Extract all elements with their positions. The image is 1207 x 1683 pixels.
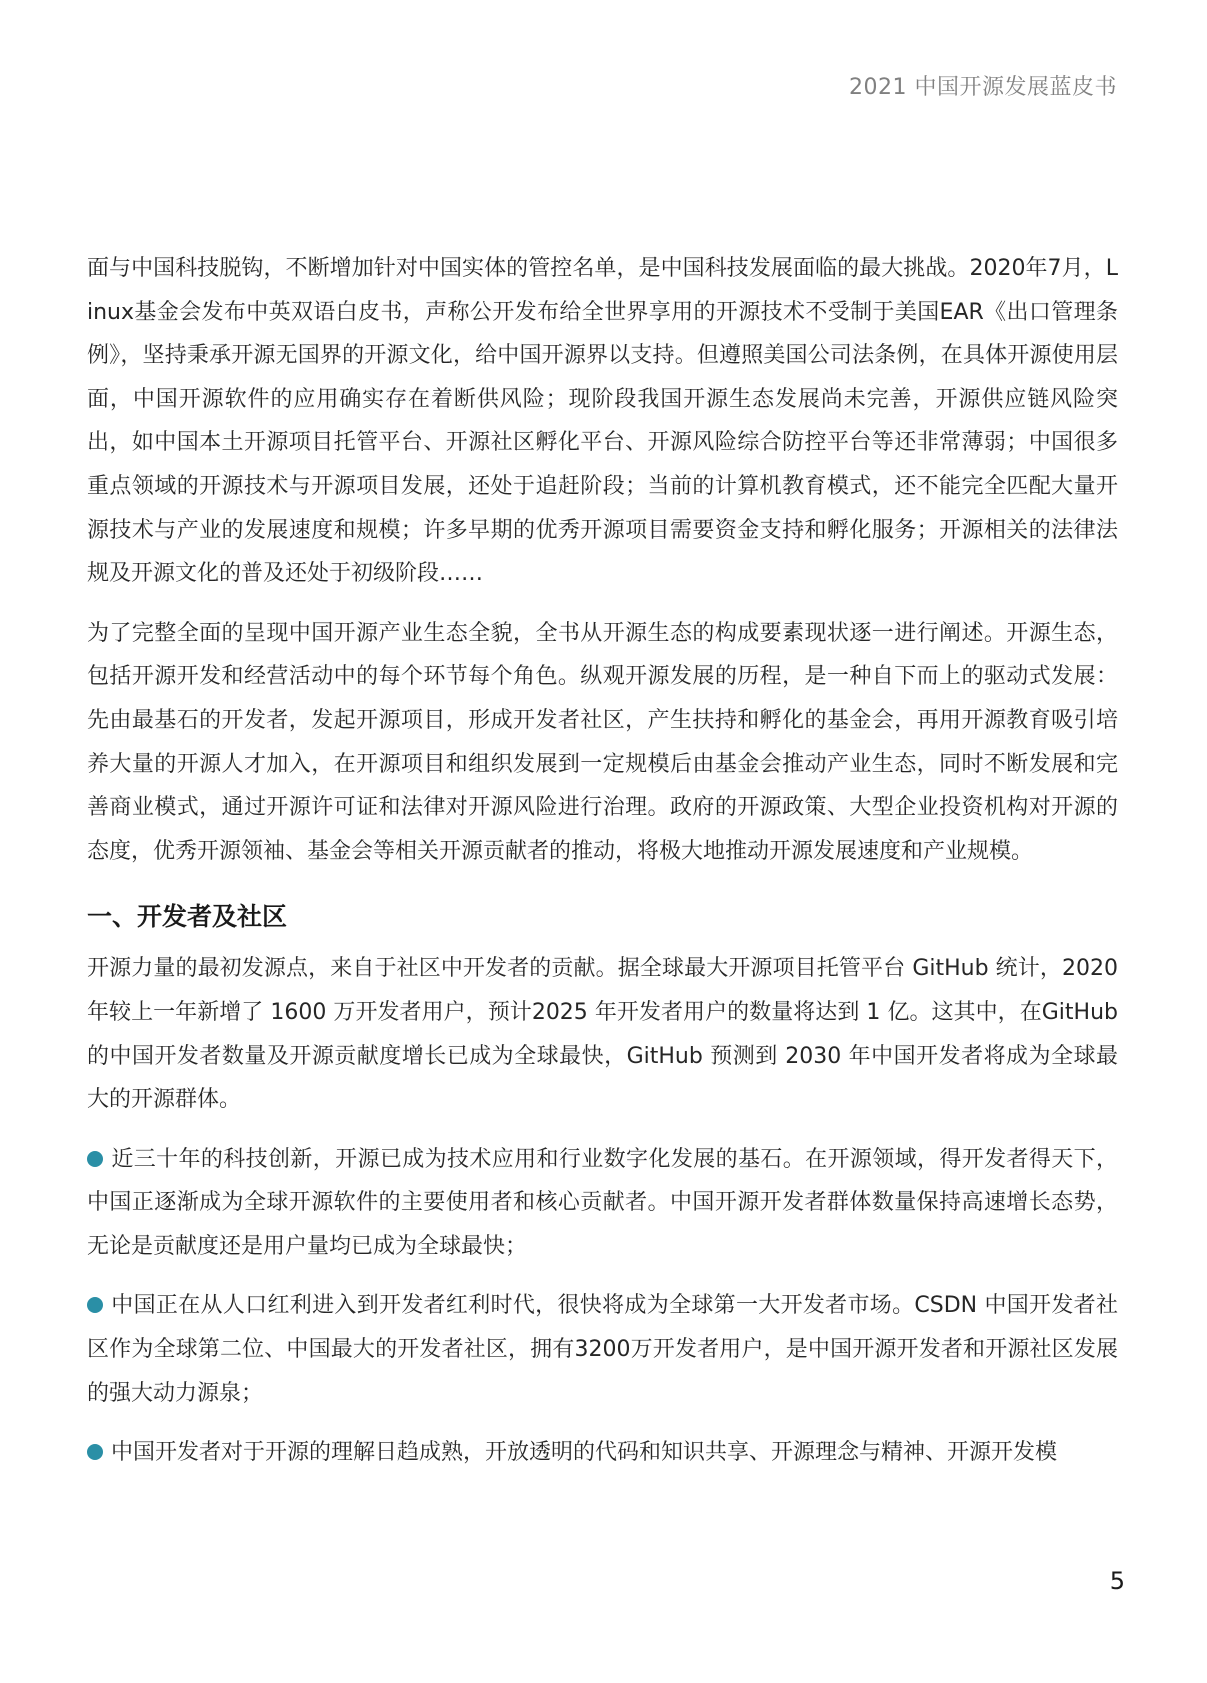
paragraph-section-intro: 开源力量的最初发源点，来自于社区中开发者的贡献。据全球最大开源项目托管平台 GitHub 统计，2020年较上一年新增了 1600 万开发者用户，预计2025 年开发者用户的数量将达到 1 亿。这其中，在GitHub 的中国开发者数量及开源贡献度增长已成为全球最快，GitHub 预测到 2030 年中国开发者将成为全球最大的开源群体。 bbox=[87, 956, 1118, 1113]
page-number: 5 bbox=[1109, 1567, 1125, 1595]
bullet-text: 近三十年的科技创新，开源已成为技术应用和行业数字化发展的基石。在开源领域，得开发者得天下，中国正逐渐成为全球开源软件的主要使用者和核心贡献者。中国开源开发者群体数量保持高速增长态势，无论是贡献度还是用户量均已成为全球最快； bbox=[87, 1146, 1118, 1259]
paragraph-ecosystem-overview: 为了完整全面的呈现中国开源产业生态全貌，全书从开源生态的构成要素现状逐一进行阐述。开源生态，包括开源开发和经营活动中的每个环节每个角色。纵观开源发展的历程，是一种自下而上的驱动式发展：先由最基石的开发者，发起开源项目，形成开发者社区，产生扶持和孵化的基金会，再用开源教育吸引培养大量的开源人才加入，在开源项目和组织发展到一定规模后由基金会推动产业生态，同时不断发展和完善商业模式，通过开源许可证和法律对开源风险进行治理。政府的开源政策、大型企业投资机构对开源的态度，优秀开源领袖、基金会等相关开源贡献者的推动，将极大地推动开源发展速度和产业规模。 bbox=[87, 620, 1118, 864]
bullet-text: 中国正在从人口红利进入到开发者红利时代，很快将成为全球第一大开发者市场。CSDN 中国开发者社区作为全球第二位、中国最大的开发者社区，拥有3200万开发者用户，是中国开源开发者和开源社区发展的强大动力源泉； bbox=[87, 1293, 1118, 1406]
bullet-dot-icon bbox=[87, 1297, 103, 1313]
bullet-text: 中国开发者对于开源的理解日趋成熟，开放透明的代码和知识共享、开源理念与精神、开源开发模 bbox=[111, 1440, 1058, 1466]
bullet-item bbox=[87, 1431, 1118, 1475]
page-content bbox=[87, 247, 1118, 1491]
bullet-dot-icon bbox=[87, 1444, 103, 1460]
bullet-item bbox=[87, 1284, 1118, 1415]
section-title-developers: 一、开发者及社区 bbox=[87, 902, 288, 932]
paragraph-challenges: 面与中国科技脱钩，不断增加针对中国实体的管控名单，是中国科技发展面临的最大挑战。2020年7月，Linux基金会发布中英双语白皮书，声称公开发布给全世界享用的开源技术不受制于美国EAR《出口管理条例》，坚持秉承开源无国界的开源文化，给中国开源界以支持。但遵照美国公司法条例，在具体开源使用层面，中国开源软件的应用确实存在着断供风险；现阶段我国开源生态发展尚未完善，开源供应链风险突出，如中国本土开源项目托管平台、开源社区孵化平台、开源风险综合防控平台等还非常薄弱；中国很多重点领域的开源技术与开源项目发展，还处于追赶阶段；当前的计算机教育模式，还不能完全匹配大量开源技术与产业的发展速度和规模；许多早期的优秀开源项目需要资金支持和孵化服务；开源相关的法律法规及开源文化的普及还处于初级阶段…… bbox=[87, 256, 1118, 587]
bullet-item bbox=[87, 1138, 1118, 1269]
running-header: 2021 中国开源发展蓝皮书 bbox=[849, 75, 1117, 100]
bullet-dot-icon bbox=[87, 1151, 103, 1167]
